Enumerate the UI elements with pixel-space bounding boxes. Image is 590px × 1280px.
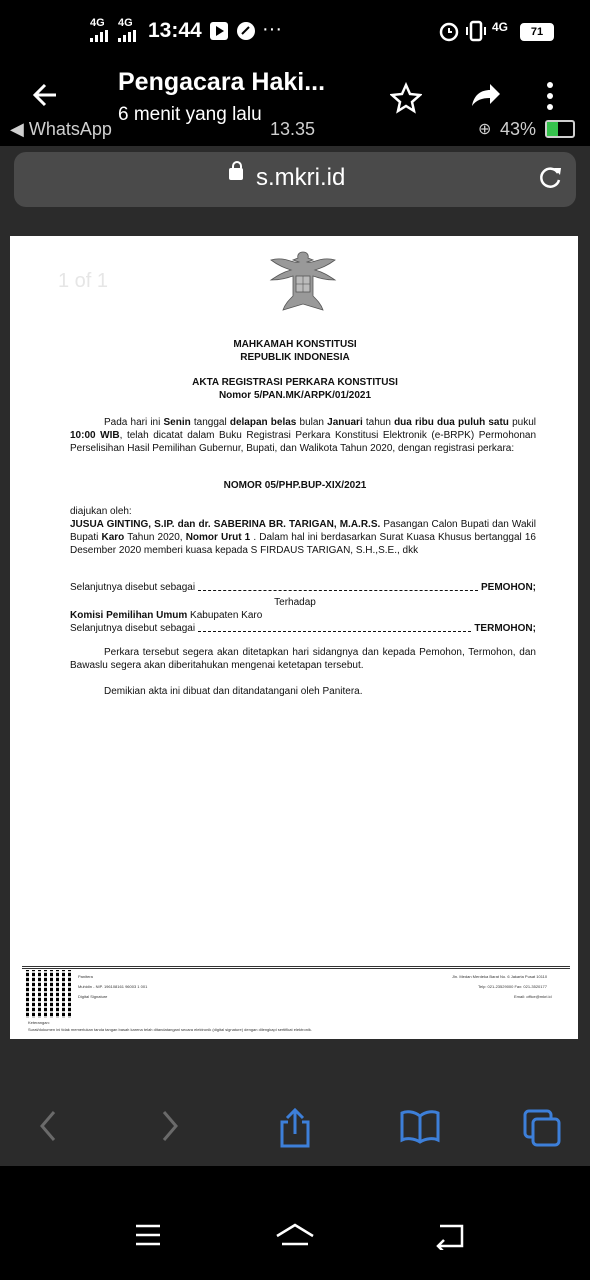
country-name: REPUBLIK INDONESIA [240,352,350,363]
dash-leader [198,584,478,591]
footer-phone: Telp: 021-23529000 Fax: 021-3520177 [478,984,547,989]
footer-note-text: Surat/dokumen ini tidak memerlukan tanda tangan basah karena telah ditandatangani secara elektronik (digital signature) dengan dilengkapi sertifikat elektronik. [28,1027,312,1032]
menu-icon[interactable] [134,1222,162,1256]
underlying-status-strip [0,116,590,144]
home-icon[interactable] [274,1222,316,1258]
rotation-lock-icon: ⊕ [478,121,492,138]
footer-signer-name: Muhidin - NIP. 196108161 96003 1 001 [78,984,148,989]
network-type-label: 4G [492,20,509,34]
strip-battery-pct: 43% [500,119,537,139]
referred-as-label: Selanjutnya disebut sebagai [70,623,196,634]
pemohon-label: PEMOHON; [481,582,536,593]
referred-as-label: Selanjutnya disebut sebagai [70,582,196,593]
viewer-subtitle: 6 menit yang lalu [118,104,262,125]
dash-leader [198,625,471,632]
more-notifications-icon: ··· [262,18,282,40]
footer-email: Email: office@mkri.id [514,994,552,999]
footer-note-label: Keterangan: [28,1020,50,1025]
url-text[interactable]: s.mkri.id [256,164,346,191]
court-name: MAHKAMAH KONSTITUSI [233,339,357,350]
back-icon[interactable] [434,1222,466,1258]
act-title: AKTA REGISTRASI PERKARA KONSTITUSI [192,377,398,388]
book-icon[interactable] [400,1108,440,1153]
more-vert-icon[interactable] [545,80,555,112]
chevron-right-icon[interactable] [158,1108,182,1153]
filed-by-label: diajukan oleh: [70,506,132,517]
termohon-label: TERMOHON; [474,623,536,634]
signal-bars-icon [118,29,140,47]
footer-address: Jln. Medan Merdeka Barat No. 6 Jakarta Pusat 10110 [452,974,548,979]
signal-bars-icon [90,29,112,47]
paragraph-schedule: Perkara tersebut segera akan ditetapkan hari sidangnya dan kepada Pemohon, Termohon, dan Bawaslu segera akan diberitahukan mengenai ketetapan tersebut. [70,647,536,671]
chevron-left-icon[interactable] [36,1108,60,1153]
case-number: NOMOR 05/PHP.BUP-XIX/2021 [223,480,367,491]
media-play-icon [210,22,228,45]
strip-time: 13.35 [270,119,316,139]
vibrate-icon [465,20,487,47]
paragraph-intro: Pada hari ini Senin tanggal delapan belas bulan Januari tahun dua ribu dua puluh satu pukul 10:00 WIB, telah dicatat dalam Buku Registrasi Perkara Konstitusi Elektronik (e-BRPK) Permohonan Perselisihan Hasil Pemilihan Gubernur, Bupati, dan Walikota Tahun 2020, dengan registrasi perkara: [70,417,537,454]
share-icon[interactable] [468,80,502,118]
share-icon[interactable] [278,1108,312,1157]
status-time: 13:44 [148,19,202,42]
back-to-app-label: ◀ WhatsApp [10,119,112,139]
signal-label-right: 4G [118,17,133,29]
back-arrow-icon[interactable] [30,80,60,118]
tabs-icon[interactable] [522,1108,562,1157]
viewer-title: Pengacara Haki... [118,68,326,96]
act-number: Nomor 5/PAN.MK/ARPK/01/2021 [218,390,372,401]
against-label: Terhadap [274,597,316,608]
footer-signature-label: Digital Signature [78,994,108,999]
battery-indicator: 71 [520,23,554,41]
strip-battery-icon [545,120,575,138]
signal-label-left: 4G [90,17,105,29]
paragraph-petitioner: JUSUA GINTING, S.IP. dan dr. SABERINA BR. TARIGAN, M.A.R.S. Pasangan Calon Bupati dan Wakil Bupati Karo Tahun 2020, Nomor Urut 1 . Dalam hal ini berdasarkan Surat Kuasa Khusus bertanggal 16 Desember 2020 memberi kuasa kepada S FIRDAUS TARIGAN, S.H.,S.E., dkk [70,519,536,556]
app-notification-icon [236,21,256,46]
petitioner-line [70,582,536,593]
garuda-emblem-icon [263,246,343,316]
page-indicator: 1 of 1 [58,270,109,292]
footer-divider [22,966,570,969]
respondent-referred-line [70,623,536,634]
respondent-line: Komisi Pemilihan Umum Kabupaten Karo [70,610,263,621]
reload-icon[interactable] [536,164,564,199]
footer-signer-title: Panitera [78,974,93,979]
star-icon[interactable] [390,82,422,122]
alarm-icon [438,20,460,47]
lock-icon [229,168,243,180]
paragraph-closing: Demikian akta ini dibuat dan ditandatangani oleh Panitera. [104,686,363,697]
qr-code-pattern [26,970,74,1018]
